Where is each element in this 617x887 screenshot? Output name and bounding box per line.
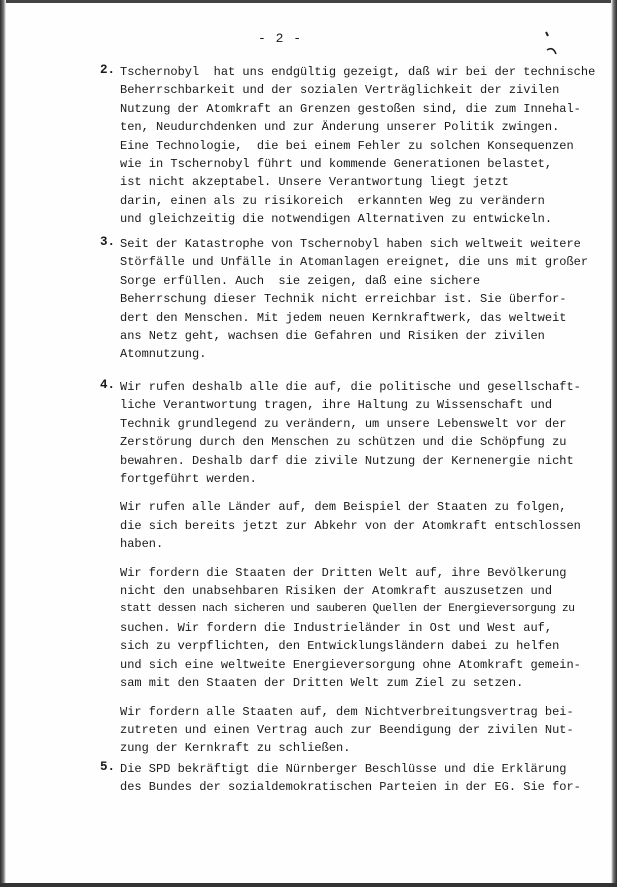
text-line: darin, einen als zu risikoreich erkannten Weg zu verändern: [120, 193, 545, 208]
item-number: 4.: [100, 378, 116, 392]
text-line: Die SPD bekräftigt die Nürnberger Beschlüsse und die Erklärung: [120, 762, 567, 776]
page-number: - 2 -: [257, 31, 302, 46]
text-line: und sich eine weltweite Energieversorgung ohne Atomkraft gemein-: [120, 657, 581, 672]
text-line: Beherrschung dieser Technik nicht erreichbar ist. Sie überfor-: [120, 292, 567, 307]
text-line: dert den Menschen. Mit jedem neuen Kernkraftwerk, das weltweit: [120, 310, 567, 325]
text-line: Wir fordern alle Staaten auf, dem Nichtverbreitungsvertrag bei-: [120, 704, 574, 719]
text-line: statt dessen nach sicheren und sauberen Quellen der Energieversorgung zu: [120, 603, 575, 616]
scan-edge-right: [611, 0, 617, 887]
item-number: 2.: [100, 63, 116, 77]
text-line: Eine Technologie, die bei einem Fehler zu solchen Konsequenzen: [120, 138, 574, 153]
text-line: ten, Neudurchdenken und zur Änderung unserer Politik zwingen.: [120, 120, 560, 135]
text-line: des Bundes der sozialdemokratischen Parteien in der EG. Sie for-: [120, 780, 581, 795]
list-item-5: [100, 760, 585, 797]
text-line: und gleichzeitig die notwendigen Alternativen zu entwickeln.: [120, 212, 553, 227]
pen-mark-icon: [544, 28, 558, 58]
item-number: 5.: [100, 760, 116, 774]
item-number: 3.: [100, 235, 116, 249]
text-line: Beherrschbarkeit und der sozialen Verträglichkeit der zivilen: [120, 83, 560, 98]
text-line: zutreten und einen Vertrag auch zur Beendigung der zivilen Nut-: [120, 722, 574, 737]
text-line: fortgeführt werden.: [120, 472, 257, 487]
text-line: nicht den unabsehbaren Risiken der Atomkraft auszusetzen und: [120, 584, 553, 599]
list-item-2: [100, 63, 596, 229]
scan-edge-left: [0, 0, 6, 887]
text-line: wie in Tschernobyl führt und kommende Generationen belastet,: [120, 157, 553, 172]
text-line: Nutzung der Atomkraft an Grenzen gestoßen sind, die zum Innehal-: [120, 101, 581, 116]
paragraph: [100, 498, 585, 553]
text-line: sich zu verpflichten, den Entwicklungsländern dabei zu helfen: [120, 639, 560, 654]
scan-edge-top: [0, 0, 617, 3]
text-line: zung der Kernkraft zu schließen.: [120, 741, 351, 756]
text-line: Wir fordern die Staaten der Dritten Welt auf, ihre Bevölkerung: [120, 565, 567, 580]
text-line: bewahren. Deshalb darf die zivile Nutzung der Kernenergie nicht: [120, 453, 574, 468]
scan-edge-bottom: [0, 883, 617, 887]
text-line: Störfälle und Unfälle in Atomanlagen ereignet, die uns mit großer: [120, 255, 589, 270]
text-line: Wir rufen deshalb alle die auf, die politische und gesellschaft-: [120, 380, 581, 394]
text-line: Seit der Katastrophe von Tschernobyl haben sich weltweit weitere: [120, 237, 581, 251]
text-line: suchen. Wir fordern die Industrieländer in Ost und West auf,: [120, 620, 553, 635]
paragraph: [100, 378, 585, 488]
text-line: ist nicht akzeptabel. Unsere Verantwortung liegt jetzt: [120, 175, 509, 190]
paragraph: [100, 703, 585, 758]
text-line: die sich bereits jetzt zur Abkehr von der Atomkraft entschlossen: [120, 518, 581, 533]
text-line: Zerstörung durch den Menschen zu schützen und die Schöpfung zu: [120, 435, 567, 450]
text-line: Wir rufen alle Länder auf, dem Beispiel der Staaten zu folgen,: [120, 500, 567, 515]
list-item-3: [100, 235, 589, 364]
text-line: Sorge erfüllen. Auch sie zeigen, daß eine sichere: [120, 273, 481, 288]
text-line: Tschernobyl hat uns endgültig gezeigt, daß wir bei der technische: [120, 65, 596, 79]
text-line: Atomnutzung.: [120, 347, 207, 362]
paragraph: [100, 564, 585, 693]
text-line: haben.: [120, 537, 164, 552]
text-line: Technik grundlegend zu verändern, um unsere Lebenswelt vor der: [120, 416, 567, 431]
text-line: liche Verantwortung tragen, ihre Haltung zu Wissenschaft und: [120, 398, 553, 413]
text-line: sam mit den Staaten der Dritten Welt zum Ziel zu setzen.: [120, 676, 524, 691]
text-line: ans Netz geht, wachsen die Gefahren und Risiken der zivilen: [120, 329, 545, 344]
list-item-4: [100, 378, 585, 758]
